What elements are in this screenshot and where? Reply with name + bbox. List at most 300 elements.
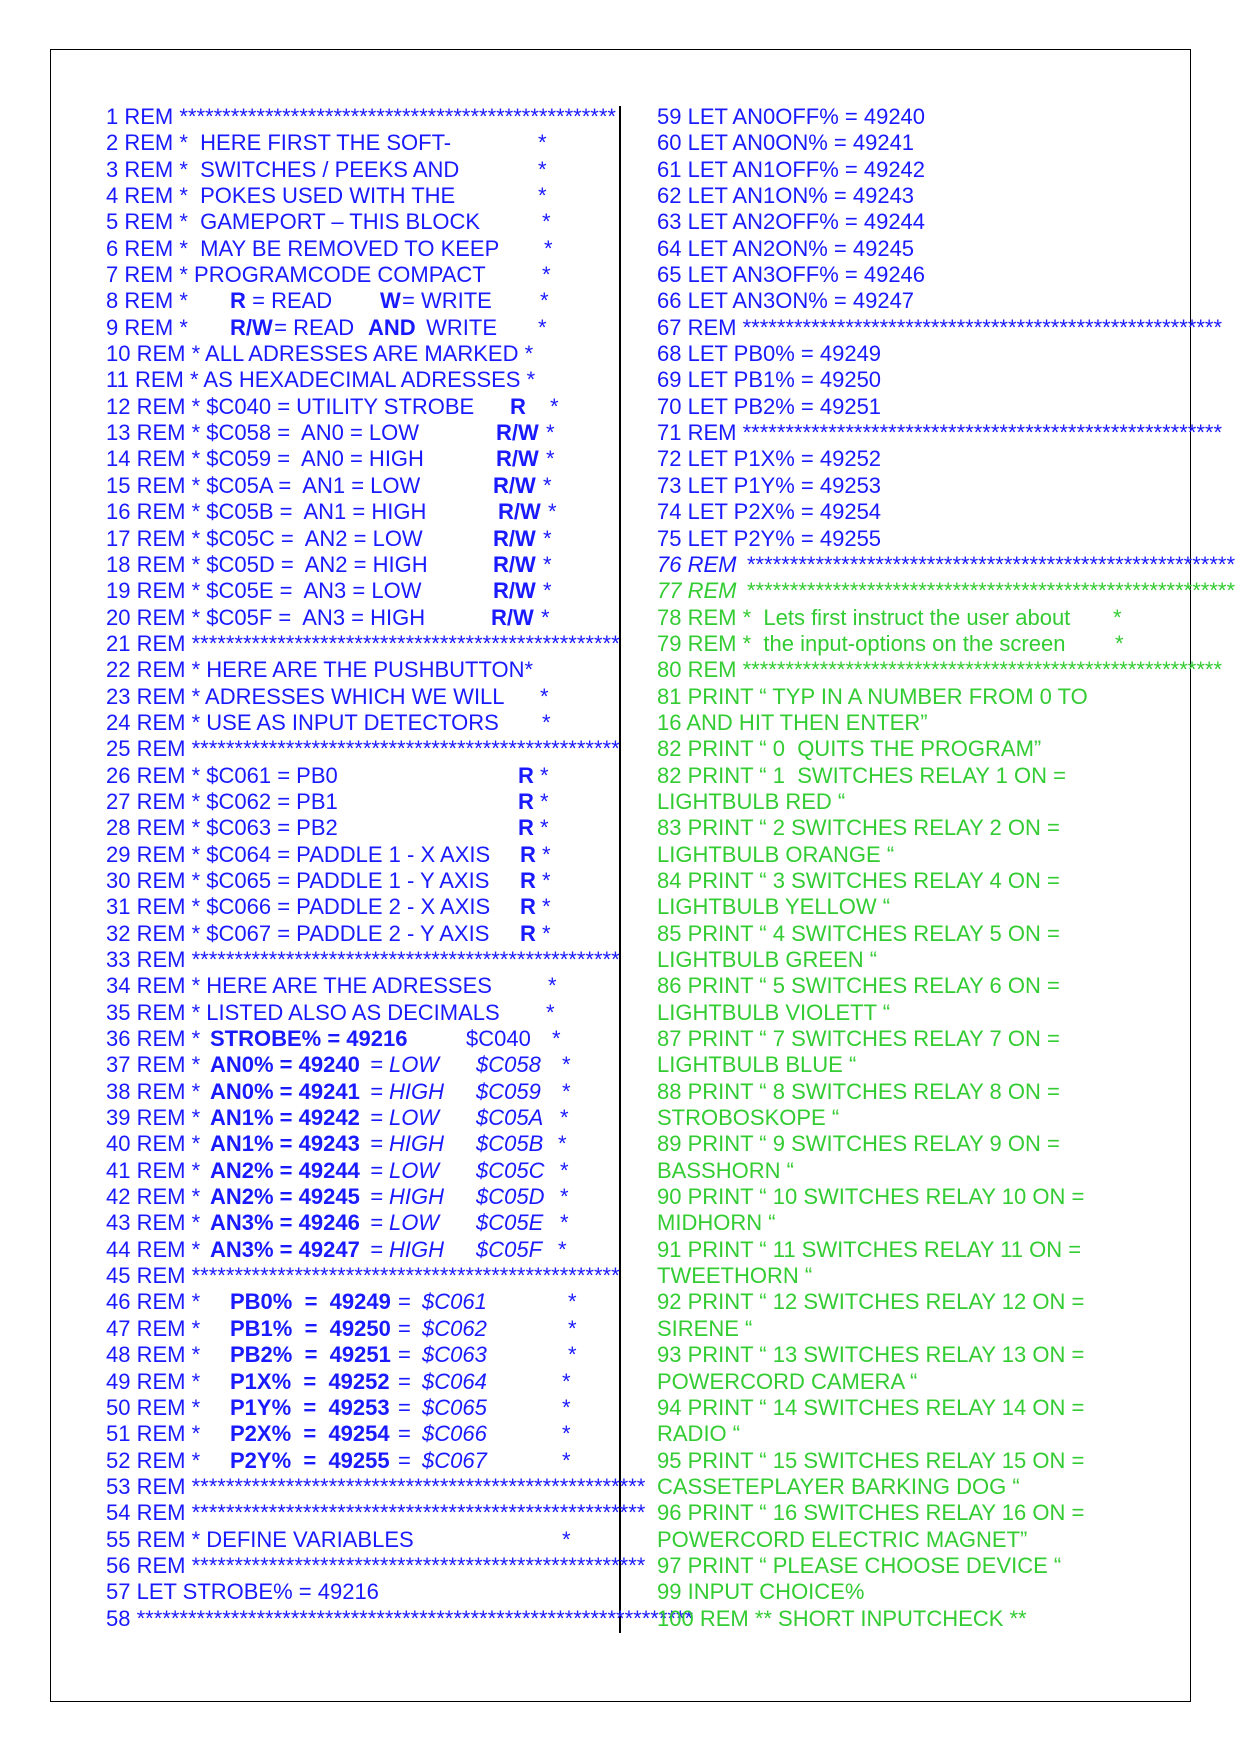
code-line <box>657 947 1177 973</box>
code-text: AN2% = 49245 <box>210 1184 360 1210</box>
code-text: 58 ***************************************************************** <box>106 1605 694 1631</box>
code-text: 37 REM * <box>106 1052 207 1078</box>
code-line <box>106 1552 646 1579</box>
code-text: R/W <box>230 314 273 340</box>
code-text: AN1% = 49242 <box>210 1105 360 1131</box>
code-text: LIGHTBULB YELLOW “ <box>657 894 891 920</box>
code-text: = WRITE <box>402 288 492 314</box>
code-text: * <box>538 314 547 340</box>
code-line <box>106 868 606 894</box>
code-text: R/W <box>491 604 534 630</box>
code-text: $C05D <box>476 1184 545 1210</box>
code-text: * <box>546 446 555 472</box>
code-line <box>657 1000 1177 1026</box>
code-text: LIGHTBULB GREEN “ <box>657 947 878 972</box>
code-text: TWEETHORN “ <box>657 1263 813 1289</box>
code-text: * <box>1113 604 1122 630</box>
code-text: = <box>398 1368 411 1394</box>
code-text: 8 REM * <box>106 288 188 314</box>
code-text: 77 REM <box>657 578 737 604</box>
code-text: 81 PRINT “ TYP IN A NUMBER FROM 0 TO <box>657 683 1088 709</box>
column-divider <box>619 106 621 1633</box>
code-text: 1 REM *************************************************** <box>106 104 616 129</box>
code-text: LIGHTBULB VIOLETT “ <box>657 999 891 1025</box>
code-text: ********************************************************* <box>747 551 1236 577</box>
code-text: * <box>541 604 550 630</box>
code-text: = HIGH <box>370 1131 444 1157</box>
code-text: 88 PRINT “ 8 SWITCHES RELAY 8 ON = <box>657 1078 1060 1104</box>
code-text: 39 REM * <box>106 1105 207 1131</box>
code-line <box>657 183 1177 209</box>
code-text: 9 REM * <box>106 314 188 340</box>
code-text: * <box>562 1368 571 1394</box>
code-line <box>106 736 620 762</box>
code-text: * <box>544 235 553 261</box>
code-text: * <box>558 1131 567 1157</box>
code-text: 26 REM * $C061 = PB0 <box>106 762 338 788</box>
code-text: 31 REM * $C066 = PADDLE 2 - X AXIS <box>106 894 491 920</box>
code-text: = <box>398 1447 411 1473</box>
code-line <box>657 341 1177 367</box>
code-text: 82 PRINT “ 0 QUITS THE PROGRAM” <box>657 736 1042 762</box>
code-line <box>657 973 1177 999</box>
code-line <box>106 1079 606 1105</box>
code-text: 67 REM ******************************************************** <box>657 314 1223 340</box>
code-text: * <box>542 841 551 867</box>
code-text: 79 REM * the input-options on the screen <box>657 630 1066 656</box>
code-line <box>106 446 606 472</box>
code-line <box>657 551 1236 578</box>
code-line <box>106 183 606 209</box>
code-line <box>657 420 1223 446</box>
code-text: = <box>398 1342 411 1368</box>
code-text: 19 REM * $C05E = AN3 = LOW <box>106 578 422 604</box>
code-text: 40 REM * <box>106 1131 207 1157</box>
code-line <box>657 1369 1177 1395</box>
code-text: 52 REM * <box>106 1447 201 1473</box>
code-line <box>657 1606 1177 1632</box>
code-text: * <box>568 1289 577 1315</box>
code-text: 10 REM * ALL ADRESSES ARE MARKED * <box>106 341 534 367</box>
code-text: 12 REM * $C040 = UTILITY STROBE <box>106 393 475 419</box>
code-text: R/W <box>493 551 536 577</box>
code-text: MIDHORN “ <box>657 1210 776 1236</box>
code-text: * <box>548 499 557 525</box>
code-text: 56 REM ***************************************************** <box>106 1552 646 1578</box>
code-text: 61 LET AN1OFF% = 49242 <box>657 156 926 182</box>
code-line <box>657 1342 1177 1368</box>
code-text: 82 PRINT “ 1 SWITCHES RELAY 1 ON = <box>657 762 1066 788</box>
code-text: 84 PRINT “ 3 SWITCHES RELAY 4 ON = <box>657 867 1060 893</box>
code-text: * <box>548 973 557 999</box>
code-text: 55 REM * DEFINE VARIABLES <box>106 1526 414 1552</box>
code-text: * <box>550 393 559 419</box>
code-text: AN0% = 49240 <box>210 1052 360 1078</box>
code-line <box>106 1316 606 1342</box>
code-text: $C061 <box>422 1289 487 1315</box>
code-line <box>106 1105 606 1131</box>
code-line <box>106 1579 606 1605</box>
code-text: * <box>538 156 547 182</box>
code-line <box>657 1474 1177 1500</box>
code-line <box>106 710 606 736</box>
code-text: 3 REM * SWITCHES / PEEKS AND <box>106 156 460 182</box>
code-text: $C05A <box>476 1105 544 1131</box>
code-line <box>657 104 1177 130</box>
code-text: * <box>546 999 555 1025</box>
code-text: POWERCORD ELECTRIC MAGNET” <box>657 1526 1028 1552</box>
code-text: 22 REM * HERE ARE THE PUSHBUTTON* <box>106 657 534 683</box>
code-line <box>657 868 1177 894</box>
code-text: = LOW <box>370 1210 440 1236</box>
code-line <box>657 894 1177 920</box>
code-text: R <box>520 920 536 946</box>
code-text: 87 PRINT “ 7 SWITCHES RELAY 7 ON = <box>657 1026 1060 1052</box>
code-text: * <box>540 288 549 314</box>
code-text: * <box>560 1157 569 1183</box>
code-column-left <box>106 104 694 1632</box>
code-line <box>657 1553 1177 1579</box>
code-text: 6 REM * MAY BE REMOVED TO KEEP <box>106 235 500 261</box>
code-text: 70 LET PB2% = 49251 <box>657 393 882 419</box>
code-line <box>657 314 1223 341</box>
code-line <box>657 605 1177 631</box>
code-line <box>657 789 1177 815</box>
code-line <box>657 1263 1177 1289</box>
code-text: CASSETEPLAYER BARKING DOG “ <box>657 1473 1020 1499</box>
code-text: 62 LET AN1ON% = 49243 <box>657 183 915 209</box>
code-line <box>657 499 1177 525</box>
code-text: * <box>540 815 549 841</box>
code-line <box>106 1500 646 1526</box>
code-line <box>106 1448 606 1474</box>
code-line <box>106 657 606 683</box>
code-text: 49 REM * <box>106 1368 201 1394</box>
code-text: AN1% = 49243 <box>210 1131 360 1157</box>
code-text: STROBOSKOPE “ <box>657 1105 840 1131</box>
code-text: = LOW <box>370 1105 440 1131</box>
code-text: * <box>542 209 551 235</box>
code-text: R <box>510 393 526 419</box>
code-line <box>106 420 606 446</box>
code-line <box>657 763 1177 789</box>
code-text: 96 PRINT “ 16 SWITCHES RELAY 16 ON = <box>657 1500 1085 1526</box>
code-text: P2Y% = 49255 <box>230 1447 390 1473</box>
code-text: = <box>398 1421 411 1447</box>
code-line <box>106 578 606 604</box>
code-line <box>657 262 1177 288</box>
code-text: 28 REM * $C063 = PB2 <box>106 815 338 841</box>
code-text: 78 REM * Lets first instruct the user about <box>657 604 1071 630</box>
code-text: = READ <box>246 288 333 314</box>
code-line <box>657 736 1177 762</box>
code-line <box>106 815 606 841</box>
code-text: * <box>558 1236 567 1262</box>
code-text: = <box>398 1394 411 1420</box>
code-text: 69 LET PB1% = 49250 <box>657 367 882 393</box>
code-text: 92 PRINT “ 12 SWITCHES RELAY 12 ON = <box>657 1289 1085 1315</box>
code-text: RADIO “ <box>657 1421 741 1447</box>
code-text: 16 REM * $C05B = AN1 = HIGH <box>106 499 427 525</box>
code-line <box>657 578 1236 604</box>
code-text: 33 REM ************************************************** <box>106 947 620 972</box>
code-text: 38 REM * <box>106 1078 207 1104</box>
code-line <box>106 367 606 393</box>
code-text: 17 REM * $C05C = AN2 = LOW <box>106 525 423 551</box>
code-text: * <box>543 472 552 498</box>
code-line <box>106 630 620 657</box>
code-text: = LOW <box>370 1157 440 1183</box>
code-line <box>106 1210 606 1236</box>
code-text: AN3% = 49247 <box>210 1236 360 1262</box>
code-text: 65 LET AN3OFF% = 49246 <box>657 262 926 288</box>
code-text: 86 PRINT “ 5 SWITCHES RELAY 6 ON = <box>657 973 1060 999</box>
code-line <box>657 394 1177 420</box>
code-text: 15 REM * $C05A = AN1 = LOW <box>106 472 421 498</box>
code-line <box>106 973 606 999</box>
code-text: LIGHTBULB RED “ <box>657 788 846 814</box>
code-line <box>657 1105 1177 1131</box>
code-line <box>657 631 1177 657</box>
code-text: 47 REM * <box>106 1315 201 1341</box>
code-text: 16 AND HIT THEN ENTER” <box>657 709 928 735</box>
code-text: POWERCORD CAMERA “ <box>657 1368 918 1394</box>
code-text: = READ <box>268 314 361 340</box>
code-text: * <box>543 578 552 604</box>
code-text: R/W <box>493 525 536 551</box>
code-text: * <box>552 1026 561 1052</box>
code-text: W <box>380 288 401 314</box>
code-text: * <box>542 262 551 288</box>
code-text: $C05E <box>476 1210 544 1236</box>
code-text: STROBE% = 49216 <box>210 1026 408 1052</box>
code-line <box>106 789 606 815</box>
code-line <box>106 394 606 420</box>
code-text: $C059 <box>476 1078 541 1104</box>
code-line <box>657 1316 1177 1342</box>
code-text: $C062 <box>422 1315 487 1341</box>
code-line <box>106 605 606 631</box>
code-text: 72 LET P1X% = 49252 <box>657 446 882 472</box>
code-text: * <box>540 788 549 814</box>
code-text: LIGHTBULB BLUE “ <box>657 1052 857 1078</box>
code-text: 74 LET P2X% = 49254 <box>657 499 882 525</box>
code-text: 71 REM ******************************************************** <box>657 420 1223 446</box>
code-text: * <box>562 1421 571 1447</box>
code-text: P2X% = 49254 <box>230 1421 390 1447</box>
code-text: 54 REM ***************************************************** <box>106 1500 646 1526</box>
code-line <box>106 1369 606 1395</box>
code-text: 45 REM ************************************************** <box>106 1263 620 1289</box>
code-text: R/W <box>496 446 539 472</box>
code-text: 66 LET AN3ON% = 49247 <box>657 288 915 314</box>
code-line <box>106 499 606 525</box>
code-text: 32 REM * $C067 = PADDLE 2 - Y AXIS <box>106 920 490 946</box>
code-text: P1Y% = 49253 <box>230 1394 390 1420</box>
code-line <box>657 446 1177 472</box>
code-line <box>106 552 606 578</box>
code-text: 29 REM * $C064 = PADDLE 1 - X AXIS <box>106 841 491 867</box>
code-line <box>106 1421 606 1447</box>
code-line <box>106 1131 606 1157</box>
code-text: 44 REM * <box>106 1236 207 1262</box>
code-text: 42 REM * <box>106 1184 207 1210</box>
code-text: $C067 <box>422 1447 487 1473</box>
code-text: * <box>542 920 551 946</box>
code-line <box>106 1000 606 1026</box>
code-text: 21 REM ************************************************** <box>106 630 620 656</box>
code-text: = HIGH <box>370 1078 444 1104</box>
code-text: * <box>562 1394 571 1420</box>
code-line <box>106 262 606 288</box>
code-line <box>657 1210 1177 1236</box>
code-text: BASSHORN “ <box>657 1157 794 1183</box>
code-text: $C05F <box>476 1236 543 1262</box>
code-text: 7 REM * PROGRAMCODE COMPACT <box>106 262 486 288</box>
code-text: 60 LET AN0ON% = 49241 <box>657 130 915 156</box>
code-text: R <box>230 288 246 314</box>
code-text: SIRENE “ <box>657 1315 753 1341</box>
code-line <box>657 1527 1177 1553</box>
code-text: WRITE <box>420 314 497 340</box>
code-text: 4 REM * POKES USED WITH THE <box>106 183 456 209</box>
code-text: PB2% = 49251 <box>230 1342 391 1368</box>
code-text: $C058 <box>476 1052 541 1078</box>
code-text: 20 REM * $C05F = AN3 = HIGH <box>106 604 426 630</box>
code-text: 94 PRINT “ 14 SWITCHES RELAY 14 ON = <box>657 1394 1085 1420</box>
code-line <box>657 684 1177 710</box>
code-text: * <box>1115 630 1124 656</box>
code-line <box>106 130 606 156</box>
code-line <box>657 157 1177 183</box>
code-text: * <box>560 1210 569 1236</box>
code-text: 34 REM * HERE ARE THE ADRESSES <box>106 973 492 999</box>
code-text: 93 PRINT “ 13 SWITCHES RELAY 13 ON = <box>657 1342 1085 1368</box>
code-line <box>657 288 1177 314</box>
code-line <box>106 894 606 920</box>
code-text: $C066 <box>422 1421 487 1447</box>
code-text: * <box>538 183 547 209</box>
code-text: $C065 <box>422 1394 487 1420</box>
code-text: * <box>540 762 549 788</box>
code-text: = HIGH <box>370 1236 444 1262</box>
code-line <box>657 842 1177 868</box>
code-text: 30 REM * $C065 = PADDLE 1 - Y AXIS <box>106 867 490 893</box>
code-text: 57 LET STROBE% = 49216 <box>106 1579 379 1605</box>
code-text: AN0% = 49241 <box>210 1078 360 1104</box>
code-line <box>657 1158 1177 1184</box>
code-text: R <box>520 867 536 893</box>
code-text: * <box>568 1342 577 1368</box>
code-text: * <box>540 683 549 709</box>
code-line <box>657 130 1177 156</box>
code-line <box>106 209 606 235</box>
code-line <box>106 104 616 130</box>
code-text: 75 LET P2Y% = 49255 <box>657 525 882 551</box>
code-line <box>657 1237 1177 1263</box>
code-line <box>657 815 1177 841</box>
code-line <box>657 921 1177 947</box>
code-line <box>106 288 606 314</box>
code-line <box>657 1131 1177 1157</box>
code-line <box>106 1263 620 1289</box>
code-text: R/W <box>493 472 536 498</box>
code-text: 73 LET P1Y% = 49253 <box>657 472 882 498</box>
code-line <box>106 1184 606 1210</box>
code-line <box>106 315 606 341</box>
code-text: 85 PRINT “ 4 SWITCHES RELAY 5 ON = <box>657 920 1060 946</box>
code-line <box>106 921 606 947</box>
code-line <box>106 842 606 868</box>
code-text: 91 PRINT “ 11 SWITCHES RELAY 11 ON = <box>657 1236 1082 1262</box>
code-text: 97 PRINT “ PLEASE CHOOSE DEVICE “ <box>657 1552 1062 1578</box>
code-line <box>657 1184 1177 1210</box>
code-text: 64 LET AN2ON% = 49245 <box>657 235 915 261</box>
code-text: * <box>542 867 551 893</box>
code-text: * <box>562 1447 571 1473</box>
code-text: 99 INPUT CHOICE% <box>657 1579 865 1605</box>
code-text: $C064 <box>422 1368 487 1394</box>
code-line <box>106 1395 606 1421</box>
code-text: ********************************************************* <box>747 578 1236 604</box>
code-text: * <box>546 420 555 446</box>
code-text: 100 REM ** SHORT INPUTCHECK ** <box>657 1605 1027 1631</box>
code-text: 89 PRINT “ 9 SWITCHES RELAY 9 ON = <box>657 1131 1060 1157</box>
code-text: 18 REM * $C05D = AN2 = HIGH <box>106 551 428 577</box>
code-line <box>657 1026 1177 1052</box>
code-line <box>106 1237 606 1263</box>
code-text: * <box>543 551 552 577</box>
code-line <box>106 1527 606 1553</box>
code-text: 50 REM * <box>106 1394 201 1420</box>
code-text: 11 REM * AS HEXADECIMAL ADRESSES * <box>106 367 536 393</box>
code-line <box>657 1448 1177 1474</box>
code-line <box>657 1579 1177 1605</box>
code-text: 90 PRINT “ 10 SWITCHES RELAY 10 ON = <box>657 1184 1085 1210</box>
code-line <box>657 236 1177 262</box>
code-text: 14 REM * $C059 = AN0 = HIGH <box>106 446 424 472</box>
code-line <box>106 1289 606 1315</box>
code-text: AN2% = 49244 <box>210 1157 360 1183</box>
code-text: 23 REM * ADRESSES WHICH WE WILL <box>106 683 505 709</box>
code-text: PB1% = 49250 <box>230 1315 391 1341</box>
code-text: 48 REM * <box>106 1342 201 1368</box>
code-line <box>657 1395 1177 1421</box>
code-text: 95 PRINT “ 15 SWITCHES RELAY 15 ON = <box>657 1447 1085 1473</box>
code-line <box>657 1289 1177 1315</box>
code-text: * <box>560 1184 569 1210</box>
code-line <box>106 157 606 183</box>
code-text: R/W <box>493 578 536 604</box>
code-text: AND <box>368 314 416 340</box>
code-line <box>106 684 606 710</box>
code-text: $C05C <box>476 1157 545 1183</box>
code-text: 51 REM * <box>106 1421 201 1447</box>
code-line <box>106 1473 646 1500</box>
code-text: R/W <box>496 420 539 446</box>
code-text: 25 REM ************************************************** <box>106 736 620 762</box>
code-line <box>657 657 1223 683</box>
code-text: 80 REM ******************************************************** <box>657 657 1223 683</box>
code-line <box>106 1158 606 1184</box>
code-text: 24 REM * USE AS INPUT DETECTORS <box>106 709 499 735</box>
code-line <box>657 526 1177 552</box>
code-line <box>106 1342 606 1368</box>
code-text: 46 REM * <box>106 1289 201 1315</box>
code-text: * <box>568 1315 577 1341</box>
code-text: P1X% = 49252 <box>230 1368 390 1394</box>
code-line <box>106 1026 606 1052</box>
